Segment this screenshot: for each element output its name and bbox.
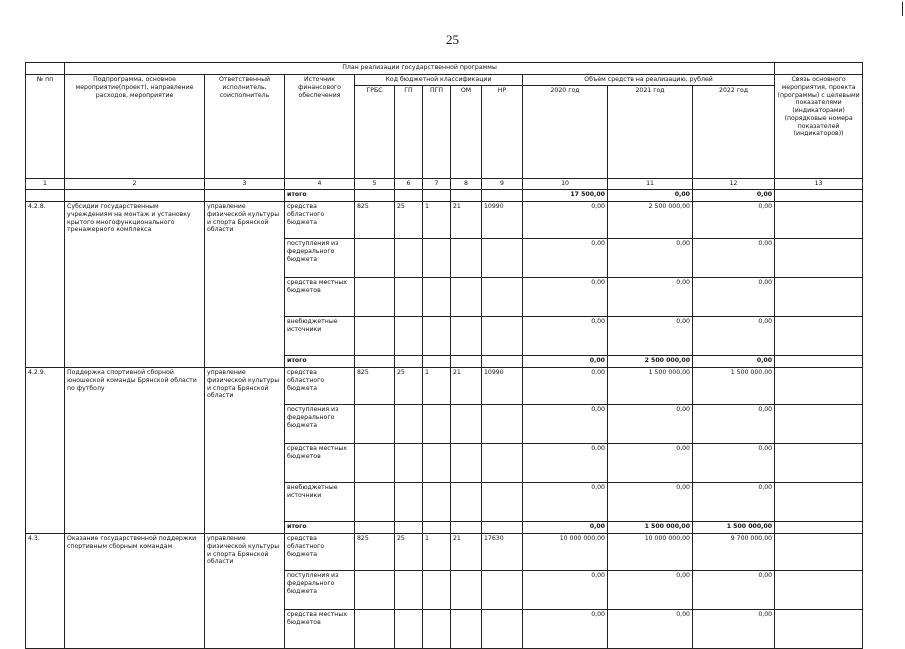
indicator-link bbox=[775, 483, 863, 522]
amount-2020: 0,00 bbox=[523, 368, 608, 405]
code-pgp: 1 bbox=[423, 368, 451, 405]
code-grbs bbox=[355, 356, 395, 368]
funding-source: поступления из федерального бюджета bbox=[285, 571, 355, 610]
group-header-funds: Объём средств на реализацию, рублей bbox=[523, 75, 775, 86]
col-number: 11 bbox=[608, 179, 693, 190]
indicator-link bbox=[775, 356, 863, 368]
indicator-link bbox=[775, 317, 863, 356]
code-gp bbox=[395, 444, 423, 483]
indicator-link bbox=[775, 522, 863, 534]
amount-2021: 0,00 bbox=[608, 610, 693, 649]
total-2022: 0,00 bbox=[693, 356, 775, 368]
item-responsible: управление физической культуры и спорта Брянской области bbox=[205, 368, 285, 534]
amount-2021: 2 500 000,00 bbox=[608, 202, 693, 239]
amount-2020: 0,00 bbox=[523, 278, 608, 317]
indicator-link bbox=[775, 571, 863, 610]
total-label: итого bbox=[285, 356, 355, 368]
indicator-link bbox=[775, 368, 863, 405]
code-om bbox=[451, 278, 482, 317]
code-pgp bbox=[423, 405, 451, 444]
code-grbs bbox=[355, 483, 395, 522]
code-nr bbox=[482, 278, 523, 317]
funding-source: средства областного бюджета bbox=[285, 534, 355, 571]
plan-table bbox=[25, 62, 863, 649]
total-2022: 0,00 bbox=[693, 190, 775, 202]
col-header-num: № пп bbox=[26, 75, 65, 179]
amount-2021: 10 000 000,00 bbox=[608, 534, 693, 571]
amount-2021: 0,00 bbox=[608, 571, 693, 610]
col-header-subprogram: Подпрограмма, основное мероприятие(проект), направление расходов, мероприятие bbox=[65, 75, 205, 179]
code-pgp bbox=[423, 522, 451, 534]
col-number: 8 bbox=[451, 179, 482, 190]
amount-2022: 9 700 000,00 bbox=[693, 534, 775, 571]
col-header-nr: НР bbox=[482, 86, 523, 179]
code-grbs bbox=[355, 317, 395, 356]
code-pgp bbox=[423, 571, 451, 610]
amount-2022: 0,00 bbox=[693, 239, 775, 278]
item-title: Поддержка спортивной сборной юношеской команды Брянской области по футболу bbox=[65, 368, 205, 534]
code-pgp: 1 bbox=[423, 202, 451, 239]
table-row bbox=[26, 368, 863, 405]
top-total-row bbox=[26, 190, 863, 202]
funding-source: поступления из федерального бюджета bbox=[285, 239, 355, 278]
amount-2021: 1 500 000,00 bbox=[608, 368, 693, 405]
item-title: Субсидии государственным учреждениям на монтаж и установку крытого многофункционального тренажерного комплекса bbox=[65, 202, 205, 368]
col-header-om: ОМ bbox=[451, 86, 482, 179]
col-header-link: Связь основного мероприятия, проекта (программы) с целевыми показателями (индикаторами) (порядковые номера показателей (индикаторов)) bbox=[775, 75, 863, 179]
item-responsible: управление физической культуры и спорта Брянской области bbox=[205, 202, 285, 368]
amount-2021: 0,00 bbox=[608, 317, 693, 356]
code-gp: 25 bbox=[395, 368, 423, 405]
page-number: 25 bbox=[446, 32, 459, 47]
funding-source: внебюджетные источники bbox=[285, 483, 355, 522]
item-title: Оказание государственной поддержки спортивным сборным командам bbox=[65, 534, 205, 649]
code-gp: 25 bbox=[395, 202, 423, 239]
code-pgp bbox=[423, 610, 451, 649]
code-nr: 10990 bbox=[482, 202, 523, 239]
code-pgp bbox=[423, 317, 451, 356]
code-pgp bbox=[423, 356, 451, 368]
empty-header-cell bbox=[775, 63, 863, 75]
amount-2022: 0,00 bbox=[693, 278, 775, 317]
code-gp bbox=[395, 610, 423, 649]
indicator-link bbox=[775, 278, 863, 317]
amount-2022: 0,00 bbox=[693, 405, 775, 444]
amount-2021: 0,00 bbox=[608, 405, 693, 444]
col-header-2021: 2021 год bbox=[608, 86, 693, 179]
indicator-link bbox=[775, 610, 863, 649]
total-2021: 0,00 bbox=[608, 190, 693, 202]
indicator-link bbox=[775, 202, 863, 239]
indicator-link bbox=[775, 405, 863, 444]
col-number: 7 bbox=[423, 179, 451, 190]
code-nr: 17630 bbox=[482, 534, 523, 571]
total-2020: 0,00 bbox=[523, 356, 608, 368]
code-gp bbox=[395, 278, 423, 317]
item-number: 4.3. bbox=[26, 534, 65, 649]
code-pgp bbox=[423, 239, 451, 278]
code-pgp bbox=[423, 278, 451, 317]
code-grbs: 825 bbox=[355, 368, 395, 405]
code-nr bbox=[482, 444, 523, 483]
indicator-link bbox=[775, 444, 863, 483]
funding-source: средства местных бюджетов bbox=[285, 444, 355, 483]
funding-source: средства областного бюджета bbox=[285, 202, 355, 239]
amount-2021: 0,00 bbox=[608, 239, 693, 278]
amount-2022: 0,00 bbox=[693, 610, 775, 649]
group-header-budget-code: Код бюджетной классификации bbox=[355, 75, 523, 86]
amount-2020: 0,00 bbox=[523, 571, 608, 610]
amount-2022: 0,00 bbox=[693, 483, 775, 522]
amount-2021: 0,00 bbox=[608, 278, 693, 317]
code-gp bbox=[395, 483, 423, 522]
total-2021: 2 500 000,00 bbox=[608, 356, 693, 368]
col-header-pgp: ПГП bbox=[423, 86, 451, 179]
code-om bbox=[451, 444, 482, 483]
table-row bbox=[26, 202, 863, 239]
col-number: 9 bbox=[482, 179, 523, 190]
code-nr bbox=[482, 522, 523, 534]
col-header-source: Источник финансового обеспечения bbox=[285, 75, 355, 179]
code-om: 21 bbox=[451, 368, 482, 405]
code-grbs bbox=[355, 610, 395, 649]
col-number: 4 bbox=[285, 179, 355, 190]
code-om bbox=[451, 239, 482, 278]
code-gp bbox=[395, 571, 423, 610]
amount-2020: 0,00 bbox=[523, 610, 608, 649]
scan-edge-mark bbox=[902, 2, 903, 16]
funding-source: средства областного бюджета bbox=[285, 368, 355, 405]
code-pgp bbox=[423, 483, 451, 522]
code-nr bbox=[482, 405, 523, 444]
funding-source: средства местных бюджетов bbox=[285, 278, 355, 317]
total-2021: 1 500 000,00 bbox=[608, 522, 693, 534]
code-om bbox=[451, 356, 482, 368]
empty-header-cell bbox=[26, 63, 65, 75]
code-om bbox=[451, 317, 482, 356]
code-gp bbox=[395, 239, 423, 278]
total-label: итого bbox=[285, 190, 355, 202]
funding-source: внебюджетные источники bbox=[285, 317, 355, 356]
indicator-link bbox=[775, 534, 863, 571]
amount-2020: 0,00 bbox=[523, 202, 608, 239]
amount-2022: 0,00 bbox=[693, 444, 775, 483]
col-number: 2 bbox=[65, 179, 205, 190]
code-grbs bbox=[355, 405, 395, 444]
code-om bbox=[451, 522, 482, 534]
code-om: 21 bbox=[451, 202, 482, 239]
funding-source: поступления из федерального бюджета bbox=[285, 405, 355, 444]
code-nr bbox=[482, 356, 523, 368]
code-grbs bbox=[355, 522, 395, 534]
amount-2020: 0,00 bbox=[523, 239, 608, 278]
code-nr bbox=[482, 571, 523, 610]
code-om: 21 bbox=[451, 534, 482, 571]
code-grbs bbox=[355, 571, 395, 610]
code-grbs: 825 bbox=[355, 202, 395, 239]
total-2020: 17 500,00 bbox=[523, 190, 608, 202]
code-om bbox=[451, 483, 482, 522]
amount-2020: 0,00 bbox=[523, 483, 608, 522]
code-nr bbox=[482, 483, 523, 522]
col-header-2020: 2020 год bbox=[523, 86, 608, 179]
col-number: 5 bbox=[355, 179, 395, 190]
code-nr bbox=[482, 239, 523, 278]
amount-2022: 1 500 000,00 bbox=[693, 368, 775, 405]
col-number: 13 bbox=[775, 179, 863, 190]
amount-2022: 0,00 bbox=[693, 202, 775, 239]
amount-2021: 0,00 bbox=[608, 483, 693, 522]
table-title: План реализации государственной программы bbox=[65, 63, 775, 75]
code-gp bbox=[395, 405, 423, 444]
amount-2020: 10 000 000,00 bbox=[523, 534, 608, 571]
code-nr bbox=[482, 610, 523, 649]
total-2020: 0,00 bbox=[523, 522, 608, 534]
col-number: 1 bbox=[26, 179, 65, 190]
col-number: 6 bbox=[395, 179, 423, 190]
code-gp bbox=[395, 522, 423, 534]
code-gp bbox=[395, 356, 423, 368]
funding-source: средства местных бюджетов bbox=[285, 610, 355, 649]
total-2022: 1 500 000,00 bbox=[693, 522, 775, 534]
amount-2020: 0,00 bbox=[523, 317, 608, 356]
item-number: 4.2.8. bbox=[26, 202, 65, 368]
amount-2021: 0,00 bbox=[608, 444, 693, 483]
code-om bbox=[451, 571, 482, 610]
code-grbs bbox=[355, 444, 395, 483]
code-om bbox=[451, 405, 482, 444]
total-label: итого bbox=[285, 522, 355, 534]
code-gp bbox=[395, 317, 423, 356]
code-grbs: 825 bbox=[355, 534, 395, 571]
col-number: 12 bbox=[693, 179, 775, 190]
code-grbs bbox=[355, 239, 395, 278]
table-row bbox=[26, 534, 863, 571]
code-grbs bbox=[355, 278, 395, 317]
col-header-grbs: ГРБС bbox=[355, 86, 395, 179]
amount-2022: 0,00 bbox=[693, 571, 775, 610]
amount-2020: 0,00 bbox=[523, 405, 608, 444]
code-nr bbox=[482, 317, 523, 356]
col-number: 3 bbox=[205, 179, 285, 190]
col-number: 10 bbox=[523, 179, 608, 190]
code-om bbox=[451, 610, 482, 649]
code-gp: 25 bbox=[395, 534, 423, 571]
item-number: 4.2.9. bbox=[26, 368, 65, 534]
code-nr: 10990 bbox=[482, 368, 523, 405]
col-header-gp: ГП bbox=[395, 86, 423, 179]
col-header-2022: 2022 год bbox=[693, 86, 775, 179]
col-header-responsible: Ответственный исполнитель, соисполнитель bbox=[205, 75, 285, 179]
amount-2020: 0,00 bbox=[523, 444, 608, 483]
indicator-link bbox=[775, 239, 863, 278]
amount-2022: 0,00 bbox=[693, 317, 775, 356]
code-pgp bbox=[423, 444, 451, 483]
item-responsible: управление физической культуры и спорта Брянской области bbox=[205, 534, 285, 649]
code-pgp: 1 bbox=[423, 534, 451, 571]
